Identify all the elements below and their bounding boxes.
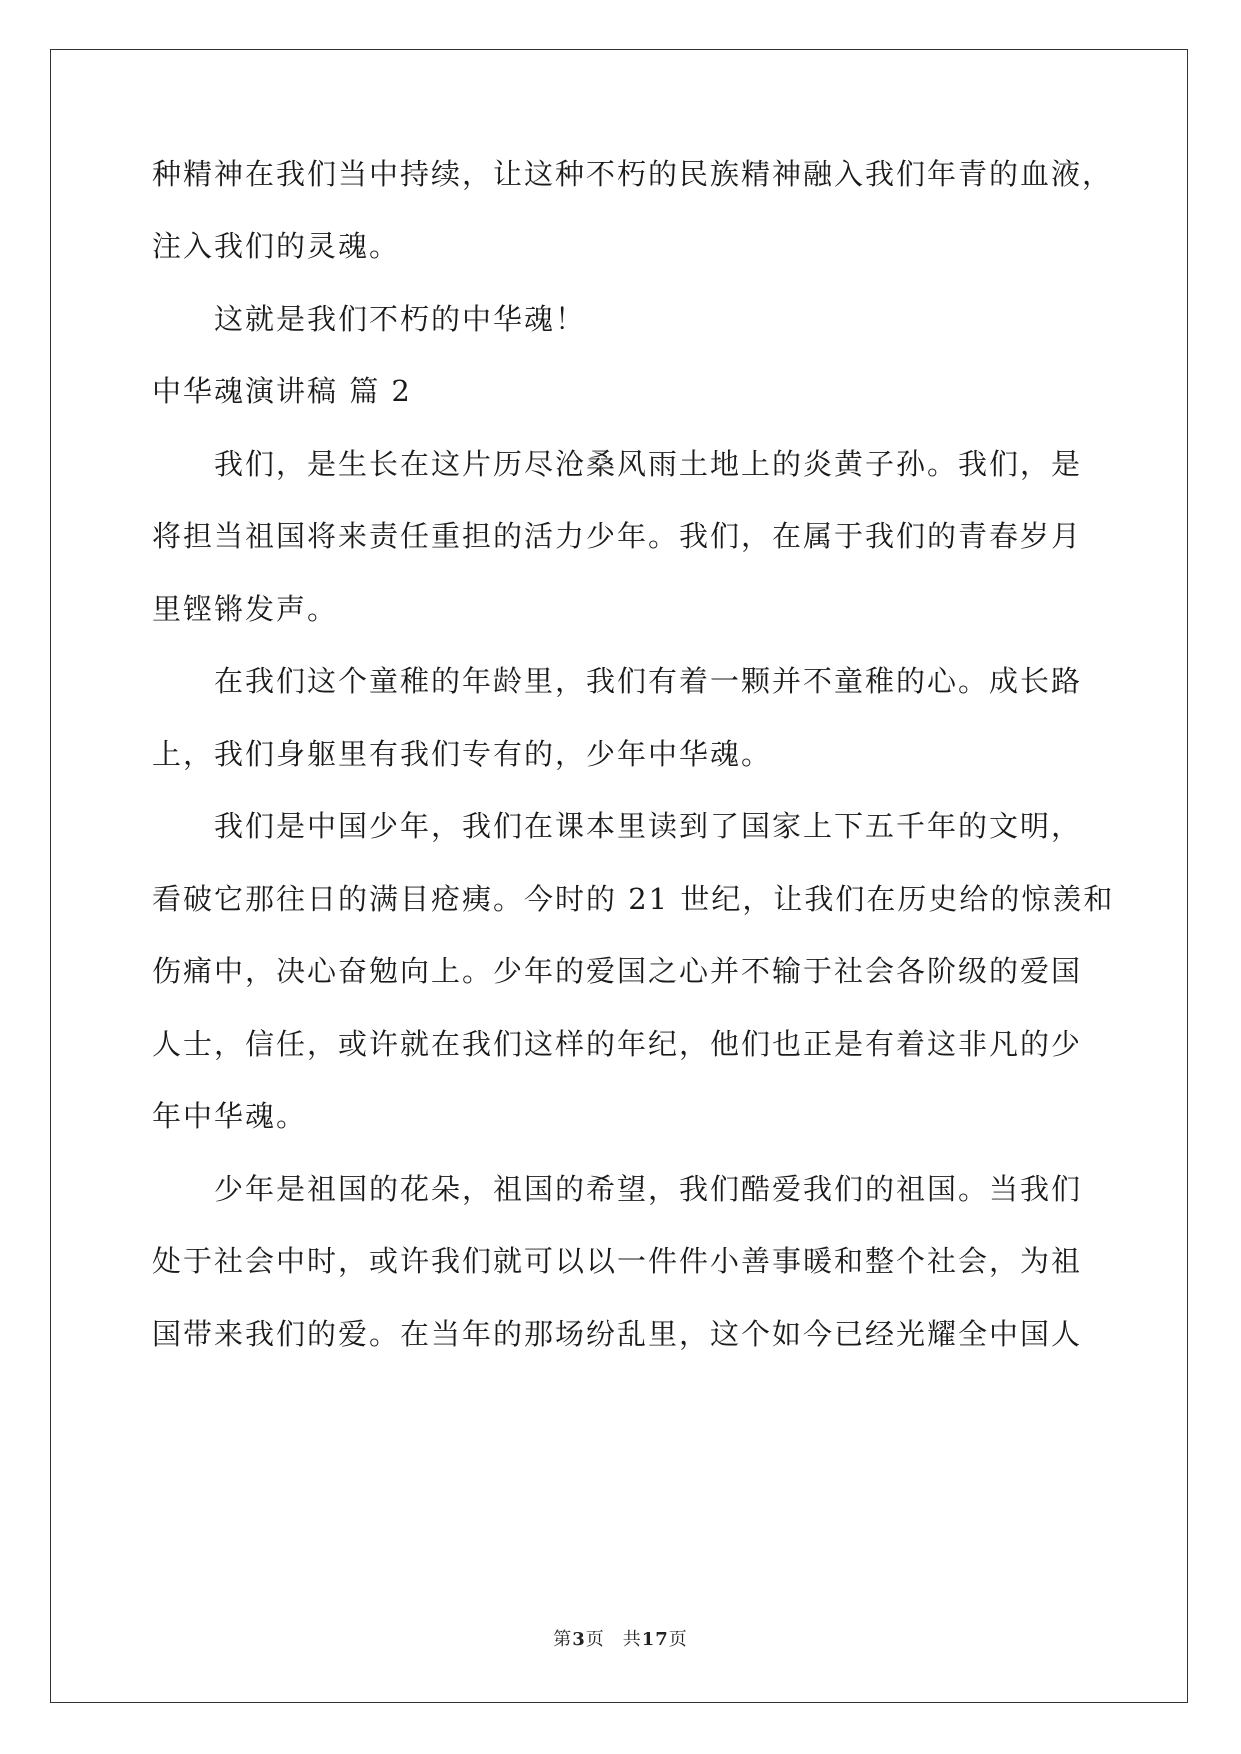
page-total: 共17页 bbox=[622, 1629, 688, 1650]
paragraph-line: 将担当祖国将来责任重担的活力少年。我们，在属于我们的青春岁月 bbox=[152, 519, 1083, 553]
paragraph-line: 人士，信任，或许就在我们这样的年纪，他们也正是有着这非凡的少 bbox=[152, 1027, 1083, 1061]
paragraph-line: 处于社会中时，或许我们就可以以一件件小善事暖和整个社会，为祖 bbox=[152, 1244, 1083, 1278]
paragraph-line: 我们是中国少年，我们在课本里读到了国家上下五千年的文明， bbox=[214, 809, 1083, 843]
section-heading: 中华魂演讲稿 篇 2 bbox=[152, 374, 412, 408]
paragraph-line: 看破它那往日的满目疮痍。今时的 21 世纪，让我们在历史给的惊羡和 bbox=[152, 882, 1115, 916]
page-border bbox=[50, 49, 1188, 1703]
paragraph-line: 里铿锵发声。 bbox=[152, 592, 339, 626]
page-number: 第3页 bbox=[553, 1629, 605, 1650]
page-footer bbox=[0, 1625, 1241, 1651]
paragraph-line: 伤痛中，决心奋勉向上。少年的爱国之心并不输于社会各阶级的爱国 bbox=[152, 954, 1083, 988]
paragraph-line: 少年是祖国的花朵，祖国的希望，我们酷爱我们的祖国。当我们 bbox=[214, 1172, 1083, 1206]
paragraph-line: 种精神在我们当中持续，让这种不朽的民族精神融入我们年青的血液， bbox=[152, 157, 1114, 191]
paragraph-line: 国带来我们的爱。在当年的那场纷乱里，这个如今已经光耀全中国人 bbox=[152, 1317, 1083, 1351]
paragraph-line: 注入我们的灵魂。 bbox=[152, 229, 401, 263]
paragraph-line: 这就是我们不朽的中华魂！ bbox=[214, 302, 587, 336]
paragraph-line: 我们，是生长在这片历尽沧桑风雨土地上的炎黄子孙。我们，是 bbox=[214, 447, 1083, 481]
paragraph-line: 在我们这个童稚的年龄里，我们有着一颗并不童稚的心。成长路 bbox=[214, 664, 1083, 698]
paragraph-line: 上，我们身躯里有我们专有的，少年中华魂。 bbox=[152, 737, 773, 771]
paragraph-line: 年中华魂。 bbox=[152, 1099, 308, 1133]
